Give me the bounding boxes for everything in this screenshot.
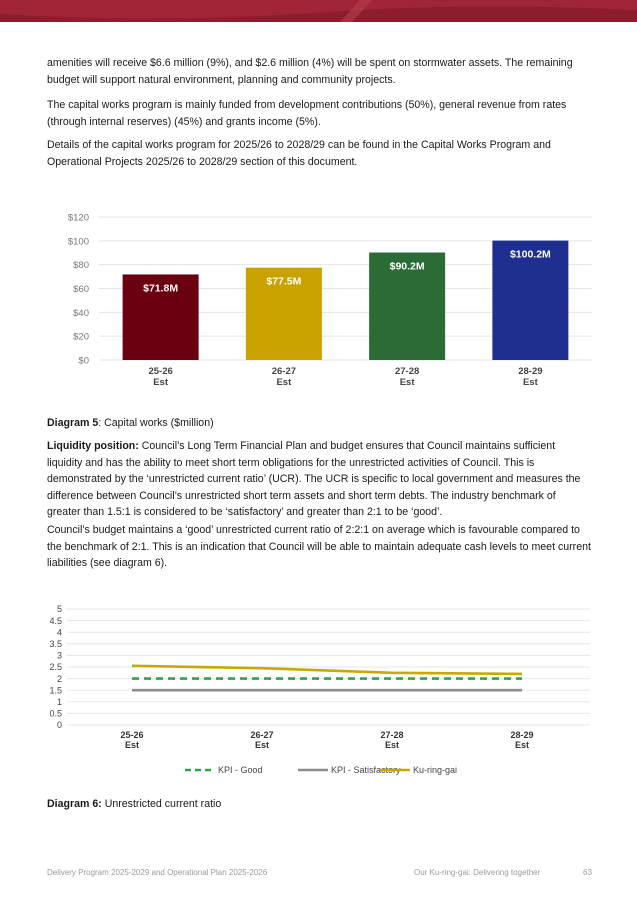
line-ytick-label: 2 [56,673,62,684]
line-xtick-label: 28-29 [510,730,534,740]
line-xtick-label: 25-26 [120,730,144,740]
bar-ytick-label: $80 [73,260,89,272]
bar-data-label: $100.2M [509,248,551,261]
bar-xtick-sublabel: Est [276,377,292,388]
line-ytick-label: 0 [56,720,62,731]
bar-ytick-label: $100 [67,236,89,248]
bar-xtick-label: 26-27 [271,366,297,377]
line-ytick-label: 5 [56,604,62,615]
legend-label: KPI - Satisfactory [331,765,401,775]
bar-ytick-label: $60 [73,284,89,295]
bar-ytick-label: $40 [73,307,89,319]
bar-xtick-label: 27-28 [394,366,420,377]
diagram-6-caption [47,798,221,810]
line-ytick-label: 0.5 [49,708,62,719]
diagram-6-label: Diagram 6: [47,798,102,810]
line-xtick-sublabel: Est [254,740,270,750]
legend-label: KPI - Good [218,765,263,775]
line-xtick-label: 26-27 [250,730,274,740]
line-ytick-label: 4.5 [49,615,62,626]
paragraph-details: Details of the capital works program for 2025/26 to 2028/29 can be found in the Capital Works Program and Operational Projects 2025/26 to 2028/29 section of this document. [47,139,551,168]
footer-right: Our Ku-ring-gai: Delivering together [414,868,541,877]
footer-left: Delivery Program 2025-2029 and Operational Plan 2025-2026 [47,868,268,877]
bar-xtick-sublabel: Est [153,377,169,388]
diagram-6-text: Unrestricted current ratio [101,798,222,810]
line-ytick-label: 2.5 [49,662,62,673]
paragraph-ratio: Council’s budget maintains a ‘good’ unrestricted current ratio of 2:2:1 on average which is favourable compared to the benchmark of 2:1. This is an indication that Council will be able to maintain adequate cash levels to meet current liabilities (see diagram 6). [47,524,591,569]
bar-ytick-label: $0 [78,355,89,367]
bar-xtick-label: 28-29 [518,366,543,377]
bar-data-label: $77.5M [266,275,302,288]
header-band [0,0,637,22]
liquidity-heading: Liquidity position: [47,440,139,452]
line-xtick-sublabel: Est [124,740,140,750]
page-number: 63 [583,868,592,877]
diagram-5-caption [47,417,214,429]
line-ytick-label: 3 [56,650,62,661]
legend-label: Ku-ring-gai [413,765,458,775]
line-ytick-label: 1.5 [49,685,62,696]
paragraph-liquidity [47,438,592,521]
line-ytick-label: 4 [56,627,62,638]
bar-data-label: $71.8M [143,282,179,295]
capital-works-bar-chart [47,200,607,395]
line-ytick-label: 3.5 [49,639,62,649]
bar-xtick-label: 25-26 [148,366,173,377]
paragraph-stormwater: amenities will receive $6.6 million (9%), and $2.6 million (4%) will be spent on stormwater assets. The remaining budget will support natural environment, planning and community projects. [47,57,573,86]
unrestricted-ratio-line-chart [30,598,610,788]
bar-ytick-label: $20 [73,331,89,343]
bar-xtick-sublabel: Est [522,377,538,388]
line-xtick-sublabel: Est [514,740,530,750]
line-xtick-sublabel: Est [384,740,400,750]
line-xtick-label: 27-28 [380,730,404,740]
bar-data-label: $90.2M [389,260,425,273]
line-ytick-label: 1 [56,697,62,707]
bar-xtick-sublabel: Est [399,377,415,388]
bar-ytick-label: $120 [67,212,89,224]
diagram-5-text: : Capital works ($million) [98,417,214,429]
diagram-5-label: Diagram 5 [47,417,99,429]
paragraph-funding: The capital works program is mainly funded from development contributions (50%), general revenue from rates (through internal reserves) (45%) and grants income (5%). [47,99,567,128]
liquidity-text: Council’s Long Term Financial Plan and budget ensures that Council maintains sufficient liquidity and has the ability to meet short term obligations for the unrestricted activities of Council. This is demonstrated by the ‘unrestricted current ratio’ (UCR). The UCR is specific to local government and measures the difference between Council’s unrestricted short term assets and short term debts. The industry benchmark of greater than 1.5:1 is considered to be ‘satisfactory’ and greater than 2:1 to be ‘good’. [47,440,581,518]
